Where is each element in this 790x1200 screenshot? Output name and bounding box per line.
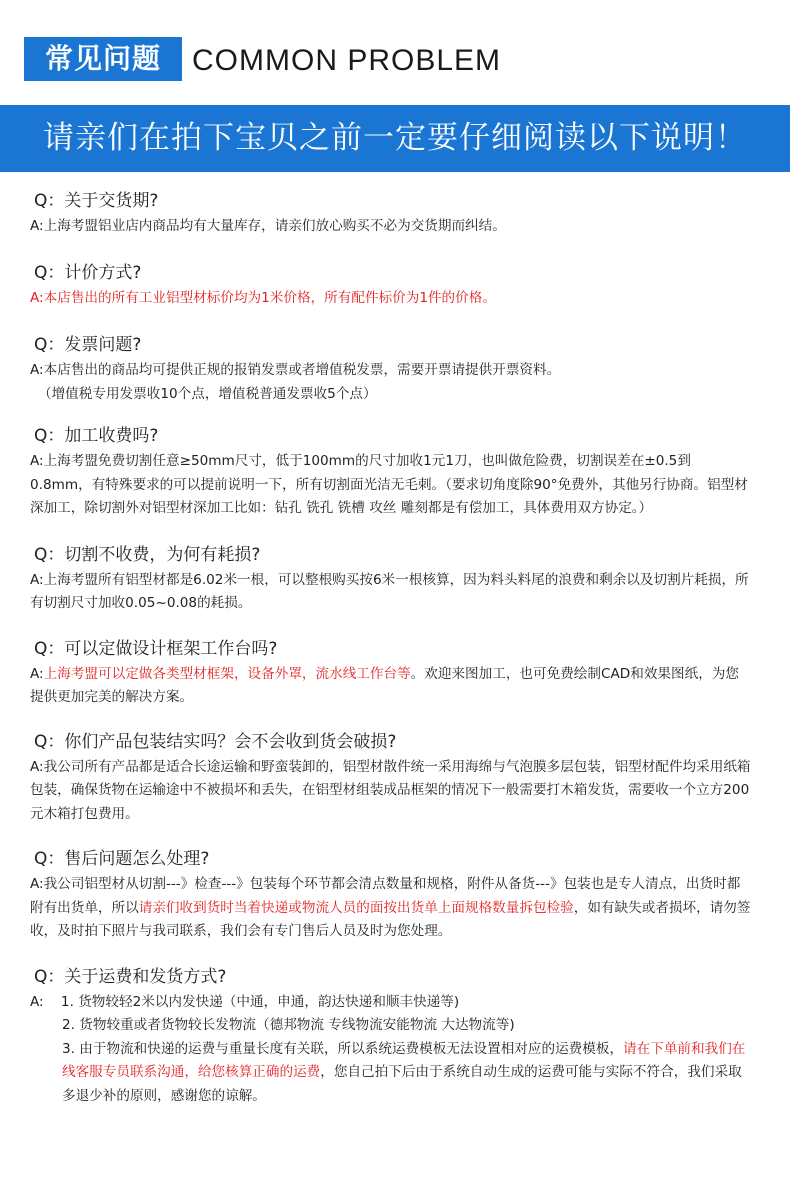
section-title-en: COMMON PROBLEM [192,44,502,77]
answer-note: （增值税专用发票收10个点，增值税普通发票收5个点） [38,385,377,402]
question: Q：加工收费吗? [34,426,159,446]
faq-item-shipping [0,966,790,1109]
answer: A:上海考盟所有铝型材都是6.02米一根，可以整根购买按6米一根核算，因为料头料尾的浪费和剩余以及切割片耗损，所有切割尺寸加收0.05~0.08的耗损。 [30,571,749,611]
faq-item-custom-frame [0,638,790,710]
answer-prefix: A:我公司铝型材从切割---》检查---》包装每个环节都会清点数量和规格，附件从备货---》包装也是专人清点，出货时都附有出货单，所以 [30,876,741,916]
question: Q：切割不收费，为何有耗损? [34,544,261,565]
answer: A:我公司所有产品都是适合长途运输和野蛮装卸的，铝型材散件统一采用海绵与气泡膜多层包装，铝型材配件均采用纸箱包装，确保货物在运输途中不被损坏和丢失，在铝型材组装成品框架的情况下一般需要打木箱发货，需要收一个立方200元木箱打包费用。 [30,758,751,822]
list-item-text: 3. 由于物流和快递的运费与重量长度有关联，所以系统运费模板无法设置相对应的运费模板， [62,1040,624,1057]
faq-item-delivery [0,190,790,239]
answer [0,663,790,710]
answer-highlight: 请亲们收到货时当着快递或物流人员的面按出货单上面规格数量拆包检验 [138,899,574,916]
answer-highlight: 上海考盟可以定做各类型材框架，设备外罩，流水线工作台等 [43,665,411,682]
faq-list [0,190,790,1108]
question: Q：售后问题怎么处理? [34,849,210,869]
answer [0,359,790,406]
page-header [0,0,790,105]
list-item: A: 1. 货物较轻2米以内发快递（中通，申通，韵达快递和顺丰快递等) [30,993,460,1010]
question: Q：可以定做设计框架工作台吗? [34,638,278,659]
faq-item-packaging [0,731,790,827]
answer-highlight: 请在下单前和我们在线客服专员联系沟通，给您核算正确的运费 [62,1040,746,1080]
answer-prefix: A: [30,665,44,682]
question: Q：你们产品包装结实吗？会不会收到货会破损? [34,731,397,752]
answer: A:本店售出的所有工业铝型材标价均为1米价格，所有配件标价为1件的价格。 [30,289,496,306]
answer [0,873,790,944]
answer: A:上海考盟免费切割任意≥50mm尺寸，低于100mm的尺寸加收1元1刀，也叫做危险费，切割误差在±0.5到0.8mm，有特殊要求的可以提前说明一下，所有切割面光洁无毛刺。（要求切角度除90°免费外，其他另行协商。铝型材深加工，除切割外对铝型材深加工比如：钻孔 铣孔 铣槽 攻丝 雕刻都是有偿加工，具体费用双方协定。） [30,453,748,516]
answer-rest: ，如有缺失或者损坏，请勿签收，及时拍下照片与我司联系，我们会有专门售后人员及时为您处理。 [30,899,751,939]
faq-item-pricing [0,262,790,311]
answer [0,991,790,1109]
section-badge: 常见问题 [24,37,182,81]
question: Q：关于运费和发货方式? [34,966,227,987]
list-item: 2. 货物较重或者货物较长发物流（德邦物流 专线物流安能物流 大达物流等) [62,1017,515,1033]
faq-item-after-sales [0,848,790,944]
list-item [30,1038,752,1109]
question: Q：关于交货期? [34,191,159,211]
question: Q：发票问题? [34,335,142,355]
list-item-rest: ，您自己拍下后由于系统自动生成的运费可能与实际不符合，我们采取多退少补的原则，感谢您的谅解。 [62,1064,742,1104]
question: Q：计价方式? [34,262,142,283]
faq-item-invoice [0,334,790,406]
faq-item-loss [0,544,790,616]
answer: A:上海考盟铝业店内商品均有大量库存，请亲们放心购买不必为交货期而纠结。 [30,218,506,234]
answer-rest: 。欢迎来图加工，也可免费绘制CAD和效果图纸，为您提供更加完美的解决方案。 [30,665,739,705]
notice-banner: 请亲们在拍下宝贝之前一定要仔细阅读以下说明！ [0,105,790,172]
faq-item-processing [0,425,790,521]
answer-line: A:本店售出的商品均可提供正规的报销发票或者增值税发票，需要开票请提供开票资料。 [30,362,561,378]
